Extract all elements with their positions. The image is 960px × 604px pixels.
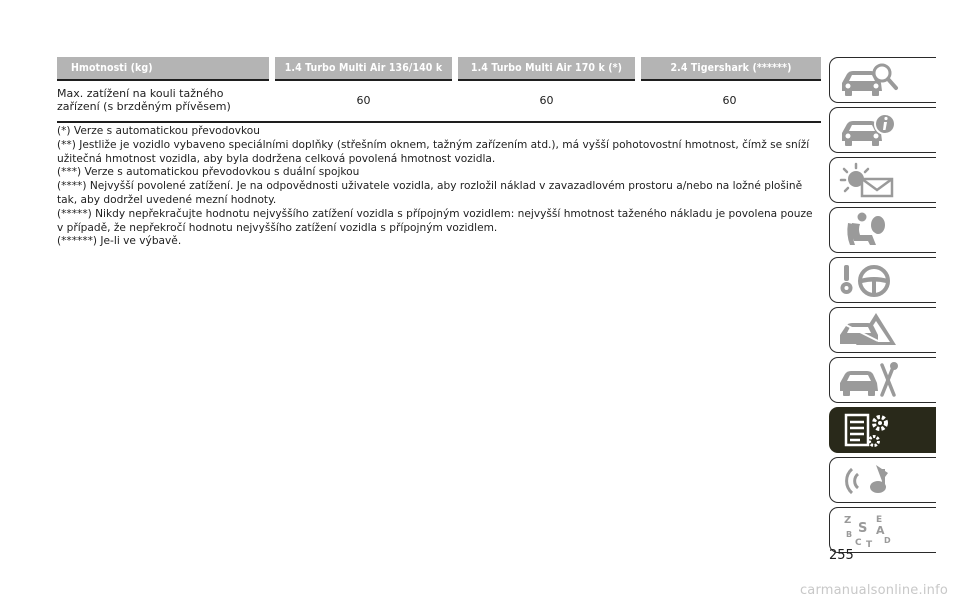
footnotes xyxy=(57,125,821,249)
index-letter-z: Z xyxy=(844,515,852,526)
header-engine-tigershark: 2.4 Tigershark (******) xyxy=(638,57,821,80)
tab-warning-lights[interactable] xyxy=(829,157,936,203)
weights-table xyxy=(57,57,821,123)
tab-technical-specifications[interactable] xyxy=(829,407,936,453)
watermark: carmanualsonline.info xyxy=(799,583,948,598)
row-label-line2: zařízení (s brzděným přívěsem) xyxy=(57,100,231,113)
car-tools-icon xyxy=(838,361,900,399)
cell-value-170: 60 xyxy=(539,93,554,107)
tab-multimedia[interactable] xyxy=(829,457,936,503)
warning-lights-message-icon xyxy=(838,161,900,199)
tab-starting-driving[interactable] xyxy=(829,257,936,303)
cell-value-136-140: 60 xyxy=(356,93,371,107)
index-letter-c: C xyxy=(855,538,862,548)
tab-getting-to-know[interactable] xyxy=(829,57,936,103)
tab-servicing[interactable] xyxy=(829,357,936,403)
multimedia-icon xyxy=(838,461,900,499)
seat-airbag-icon xyxy=(838,211,900,249)
footnote-2: (**) Jestliže je vozidlo vybaveno speciálními doplňky (střešním oknem, tažným zařízením atd.), má vyšší pohotovostní hmotnost, čímž se sníží užitečná hmotnost vozidla, aby byla dodržena celková povolená hmotnost vozidla. xyxy=(57,138,810,165)
footnote-5: (*****) Nikdy nepřekračujte hodnotu nejvyššího zatížení vozidla s přípojným vozidlem: nejvyšší hmotnost taženého nákladu je povolena pouze v případě, že nepřekročí hodnotu nejvyššího zatížení vozidla s přípojným vozidlem. xyxy=(57,207,813,234)
header-engine-136-140: 1.4 Turbo Multi Air 136/140 k xyxy=(272,57,455,80)
index-letter-a: A xyxy=(876,524,885,537)
index-letter-d: D xyxy=(884,536,891,545)
index-letter-b: B xyxy=(846,530,853,539)
tab-car-info[interactable] xyxy=(829,107,936,153)
specs-list-gear-icon xyxy=(838,411,900,449)
index-letter-s: S xyxy=(858,521,868,536)
header-weights: Hmotnosti (kg) xyxy=(57,57,272,80)
car-search-icon xyxy=(838,61,900,99)
row-label-line1: Max. zatížení na kouli tažného xyxy=(57,87,224,100)
cell-value-tigershark: 60 xyxy=(722,93,737,107)
header-engine-170: 1.4 Turbo Multi Air 170 k (*) xyxy=(455,57,638,80)
table-row xyxy=(57,80,821,122)
index-letter-e: E xyxy=(876,515,883,525)
tab-safety[interactable] xyxy=(829,207,936,253)
alphabetical-index-icon xyxy=(838,511,900,549)
key-steering-wheel-icon xyxy=(838,261,900,299)
table-header-row xyxy=(57,57,821,80)
index-letter-t: T xyxy=(866,540,873,549)
footnote-3: (***) Verze s automatickou převodovkou s duální spojkou xyxy=(57,166,360,179)
car-emergency-icon xyxy=(838,311,900,349)
tab-emergency[interactable] xyxy=(829,307,936,353)
page-number: 255 xyxy=(829,548,854,563)
tab-index[interactable] xyxy=(829,507,936,553)
footnote-6: (******) Je-li ve výbavě. xyxy=(57,235,182,248)
footnote-1: (*) Verze s automatickou převodovkou xyxy=(57,125,260,137)
footnote-4: (****) Nejvyšší povolené zatížení. Je na odpovědnosti uživatele vozidla, aby rozložil náklad v zavazadlovém prostoru a/nebo na ložné plošině tak, aby dodržel uvedené mezní hodnoty. xyxy=(57,180,803,206)
car-info-icon xyxy=(838,111,900,149)
row-label xyxy=(57,80,272,122)
